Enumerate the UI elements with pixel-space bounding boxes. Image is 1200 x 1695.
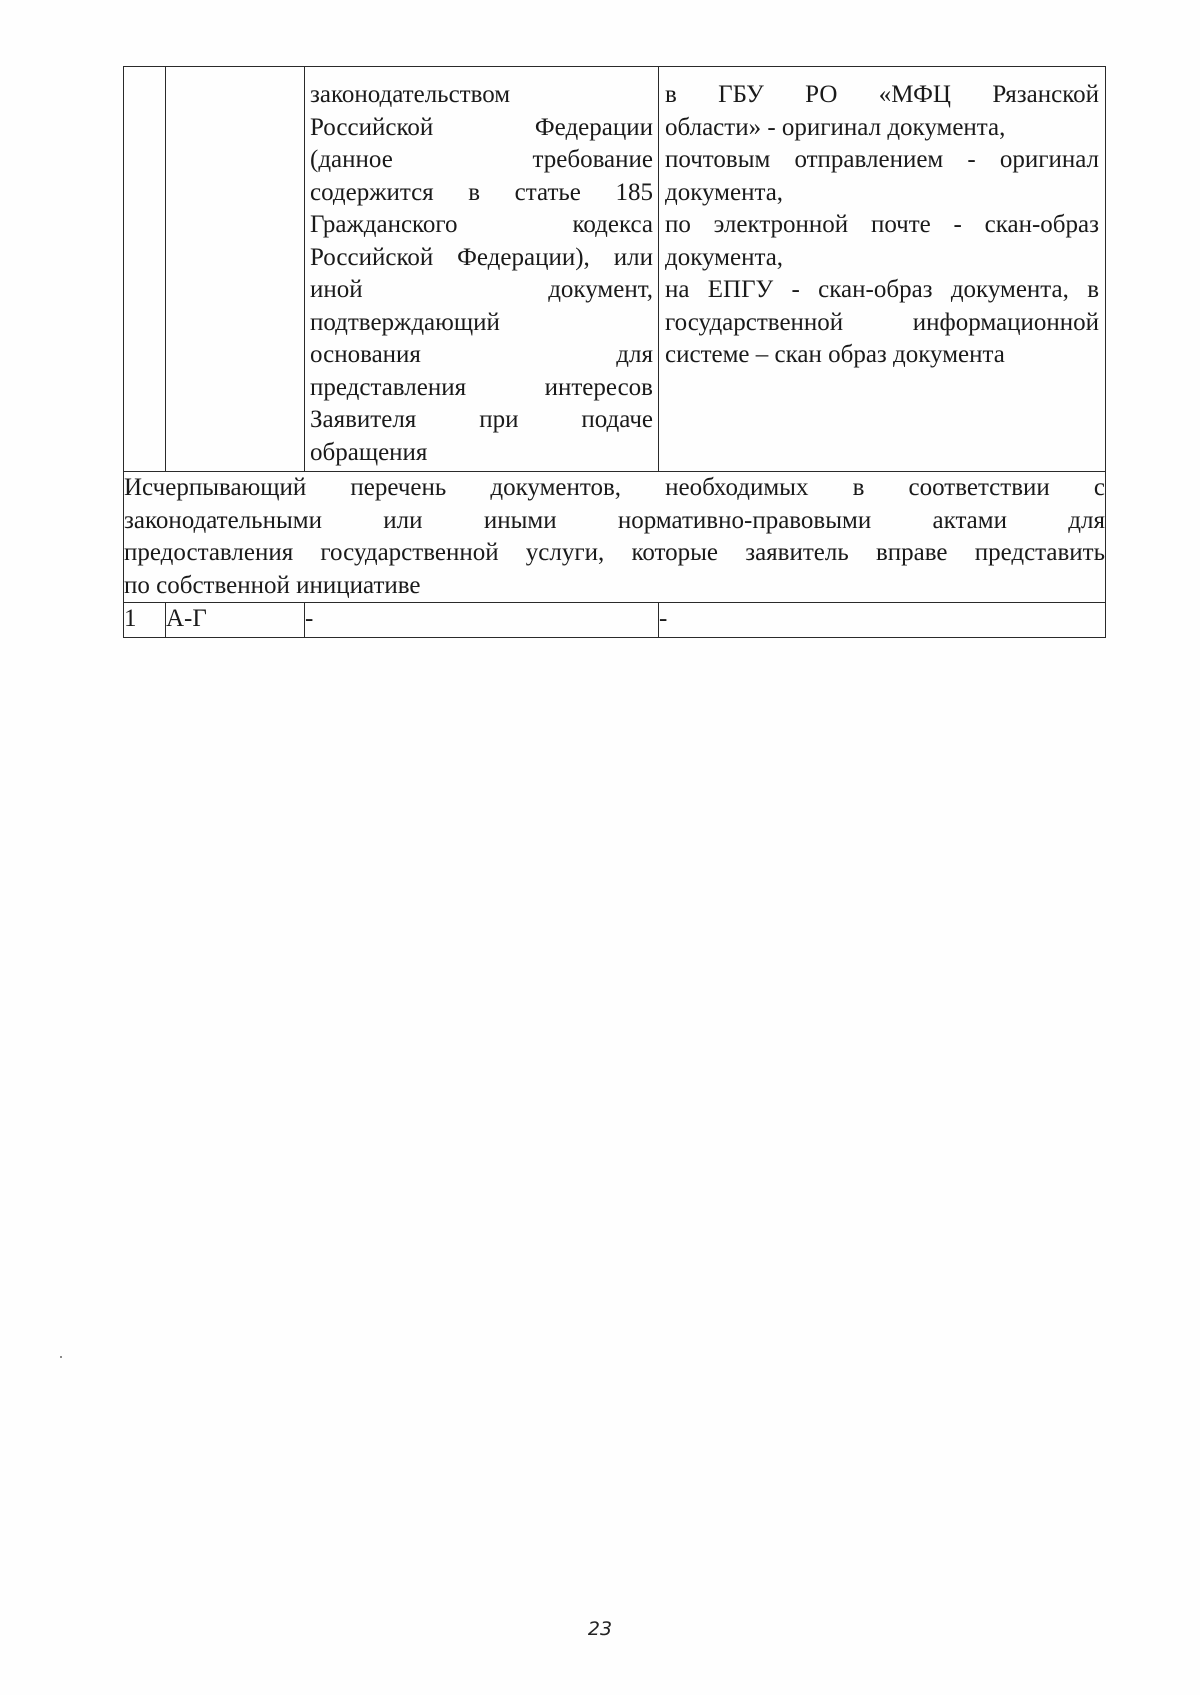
text-line: иной документ, [310, 276, 653, 303]
text-line: обращения [310, 438, 428, 466]
text-line: Заявителя при подаче [310, 406, 653, 433]
text-line: подтверждающий [310, 308, 500, 336]
text-line: области» - оригинал документа, [665, 113, 1006, 141]
table-row-continued [124, 67, 1106, 472]
text-line: представления интересов [310, 373, 653, 401]
text-line: государственной информационной [665, 308, 1099, 336]
text-line: содержится в статье 185 [310, 178, 653, 206]
text-line: (данное требование [310, 146, 653, 173]
text-line: в ГБУ РО «МФЦ Рязанской [665, 81, 1099, 108]
cell-number-empty [124, 67, 166, 472]
text-line: основания для [310, 341, 653, 368]
text-line: документа, [665, 178, 784, 206]
text-line: Исчерпывающий перечень документов, необходимых в соответствии с [124, 474, 1105, 501]
text-line: документа, [665, 243, 784, 271]
cell-code-empty [166, 67, 305, 472]
cell-submission-method [659, 67, 1106, 472]
text-line: по электронной почте - скан-образ [665, 211, 1099, 238]
row-number: 1 [124, 603, 166, 638]
cell-document-description [305, 67, 659, 472]
section-heading [124, 472, 1106, 603]
text-line: законодательством [310, 81, 511, 108]
row-method: - [659, 603, 1106, 638]
row-code: А-Г [166, 603, 305, 638]
text-line: Российской Федерации), или [310, 243, 653, 271]
text-line: законодательными или иными нормативно-правовыми актами для [124, 506, 1105, 534]
row-document: - [305, 603, 659, 638]
text-line: на ЕПГУ - скан-образ документа, в [665, 276, 1099, 303]
section-heading-row [124, 472, 1106, 603]
text-line: Российской Федерации [310, 113, 653, 141]
documents-table [123, 66, 1106, 638]
text-line: почтовым отправлением - оригинал [665, 146, 1099, 173]
page-number: 23 [587, 1618, 613, 1640]
text-line: системе – скан образ документа [665, 341, 1005, 368]
text-line: по собственной инициативе [124, 571, 421, 599]
table-row [124, 603, 1106, 638]
text-line: Гражданского кодекса [310, 211, 653, 238]
scan-artifact [60, 1356, 62, 1358]
text-line: предоставления государственной услуги, которые заявитель вправе представить [124, 539, 1105, 566]
